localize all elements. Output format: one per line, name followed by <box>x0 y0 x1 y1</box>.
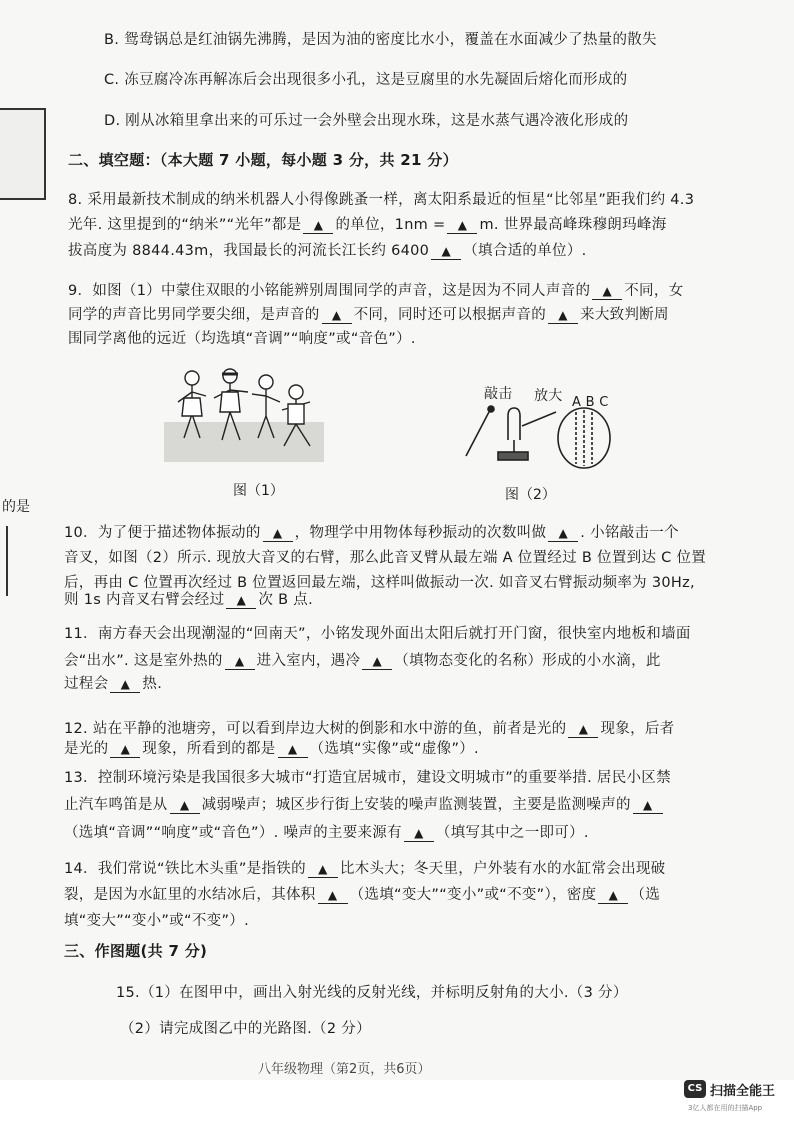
answer-blank[interactable]: ▲ <box>110 741 140 758</box>
q10-line1: 10．为了便于描述物体振动的 ▲ ，物理学中用物体每秒振动的次数叫做 ▲ . 小铭敲击一个 <box>64 525 679 541</box>
page-footer: 八年级物理（第2页，共6页） <box>258 1062 431 1077</box>
answer-blank[interactable]: ▲ <box>322 307 352 324</box>
figure-2-label-abc: A B C <box>572 395 609 410</box>
left-edge-box <box>0 108 46 200</box>
answer-blank[interactable]: ▲ <box>308 861 338 878</box>
figure-2-caption: 图（2） <box>505 487 556 503</box>
option-b: B. 鸳鸯锅总是红油锅先沸腾，是因为油的密度比水小，覆盖在水面减少了热量的散失 <box>104 32 657 48</box>
answer-blank[interactable]: ▲ <box>263 525 293 542</box>
bottom-strip <box>0 1080 794 1124</box>
option-d: D. 刚从冰箱里拿出来的可乐过一会外壁会出现水珠，这是水蒸气遇冷液化形成的 <box>104 113 629 129</box>
q13-line1: 13．控制环境污染是我国很多大城市“打造宜居城市，建设文明城市”的重要举措. 居民小区禁 <box>64 770 671 786</box>
q15-part1: 15.（1）在图甲中，画出入射光线的反射光线，并标明反射角的大小.（3 分） <box>116 985 628 1001</box>
q8-line2: 光年. 这里提到的“纳米”“光年”都是 ▲ 的单位，1nm = ▲ m. 世界最高峰珠穆朗玛峰海 <box>68 217 667 233</box>
q12-line1: 12. 站在平静的池塘旁，可以看到岸边大树的倒影和水中游的鱼，前者是光的 ▲ 现象，后者 <box>64 721 675 737</box>
q14-line2: 裂，是因为水缸里的水结冰后，其体积 ▲ （选填“变大”“变小”或“不变”），密度 ▲ （选 <box>64 887 661 903</box>
q14-line1: 14．我们常说“铁比木头重”是指铁的 ▲ 比木头大；冬天里，户外装有水的水缸常会出现破 <box>64 861 666 877</box>
answer-blank[interactable]: ▲ <box>318 887 348 904</box>
q10-line2: 音叉，如图（2）所示. 现放大音叉的右臂，那么此音叉臂从最左端 A 位置经过 B 位置到达 C 位置 <box>64 550 707 566</box>
q8-line1: 8. 采用最新技术制成的纳米机器人小得像跳蚤一样，离太阳系最近的恒星“比邻星”距我们约 4.3 <box>68 192 695 208</box>
q11-line1: 11．南方春天会出现潮湿的“回南天”，小铭发现外面出太阳后就打开门窗，很快室内地板和墙面 <box>64 626 691 642</box>
q15-part2: （2）请完成图乙中的光路图.（2 分） <box>120 1021 371 1037</box>
answer-blank[interactable]: ▲ <box>592 283 622 300</box>
answer-blank[interactable]: ▲ <box>226 592 256 609</box>
answer-blank[interactable]: ▲ <box>110 676 140 693</box>
q12-line2: 是光的 ▲ 现象，所看到的都是 ▲ （选填“实像”或“虚像”）. <box>64 741 479 757</box>
figure-1-children-illustration <box>164 362 324 462</box>
answer-blank[interactable]: ▲ <box>431 243 461 260</box>
figure-2-label-enlarge: 放大 <box>534 388 563 404</box>
answer-blank[interactable]: ▲ <box>303 217 333 234</box>
q10-line4: 则 1s 内音叉右臂会经过 ▲ 次 B 点. <box>64 592 313 608</box>
figure-2-tuning-fork-diagram <box>460 400 620 470</box>
left-edge-bracket <box>0 526 8 596</box>
q13-line3: （选填“音调”“响度”或“音色”）. 噪声的主要来源有 ▲ （填写其中之一即可）. <box>64 825 589 841</box>
q9-line2: 同学的声音比男同学要尖细，是声音的 ▲ 不同，同时还可以根据声音的 ▲ 来大致判断周 <box>68 307 669 323</box>
answer-blank[interactable]: ▲ <box>278 741 308 758</box>
q9-line1: 9．如图（1）中蒙住双眼的小铭能辨别周围同学的声音，这是因为不同人声音的 ▲ 不同，女 <box>68 283 684 299</box>
answer-blank[interactable]: ▲ <box>548 307 578 324</box>
q14-line3: 填“变大”“变小”或“不变”）. <box>64 913 249 929</box>
section-drawing-title: 三、作图题(共 7 分) <box>64 942 208 960</box>
camscanner-tagline: 3亿人都在用的扫描App <box>688 1104 763 1112</box>
answer-blank[interactable]: ▲ <box>170 797 200 814</box>
answer-blank[interactable]: ▲ <box>568 721 598 738</box>
answer-blank[interactable]: ▲ <box>598 887 628 904</box>
left-edge-text: 的是 <box>2 499 30 515</box>
section-fill-in-title: 二、填空题：（本大题 7 小题，每小题 3 分，共 21 分） <box>68 151 458 169</box>
q9-line3: 围同学离他的远近（均选填“音调”“响度”或“音色”）. <box>68 331 416 347</box>
answer-blank[interactable]: ▲ <box>447 217 477 234</box>
answer-blank[interactable]: ▲ <box>404 825 434 842</box>
q11-line2: 会“出水”. 这是室外热的 ▲ 进入室内，遇冷 ▲ （填物态变化的名称）形成的小水滴，此 <box>64 653 661 669</box>
q8-line3: 拔高度为 8844.43m，我国最长的河流长江长约 6400 ▲ （填合适的单位）. <box>68 243 587 259</box>
answer-blank[interactable]: ▲ <box>225 653 255 670</box>
option-c: C. 冻豆腐冷冻再解冻后会出现很多小孔，这是豆腐里的水先凝固后熔化而形成的 <box>104 72 628 88</box>
answer-blank[interactable]: ▲ <box>633 797 663 814</box>
q11-line3: 过程会 ▲ 热. <box>64 676 163 692</box>
figure-2-label-strike: 敲击 <box>484 386 513 402</box>
answer-blank[interactable]: ▲ <box>362 653 392 670</box>
answer-blank[interactable]: ▲ <box>548 525 578 542</box>
figure-1-caption: 图（1） <box>233 483 284 499</box>
camscanner-brand: 扫描全能王 <box>710 1084 776 1099</box>
q13-line2: 止汽车鸣笛是从 ▲ 减弱噪声；城区步行街上安装的噪声监测装置，主要是监测噪声的 ▲ <box>64 795 665 815</box>
q10-line3: 后，再由 C 位置再次经过 B 位置返回最左端，这样叫做振动一次. 如音叉右臂振动频率为 30Hz, <box>64 575 695 591</box>
camscanner-logo: CS <box>684 1080 706 1098</box>
